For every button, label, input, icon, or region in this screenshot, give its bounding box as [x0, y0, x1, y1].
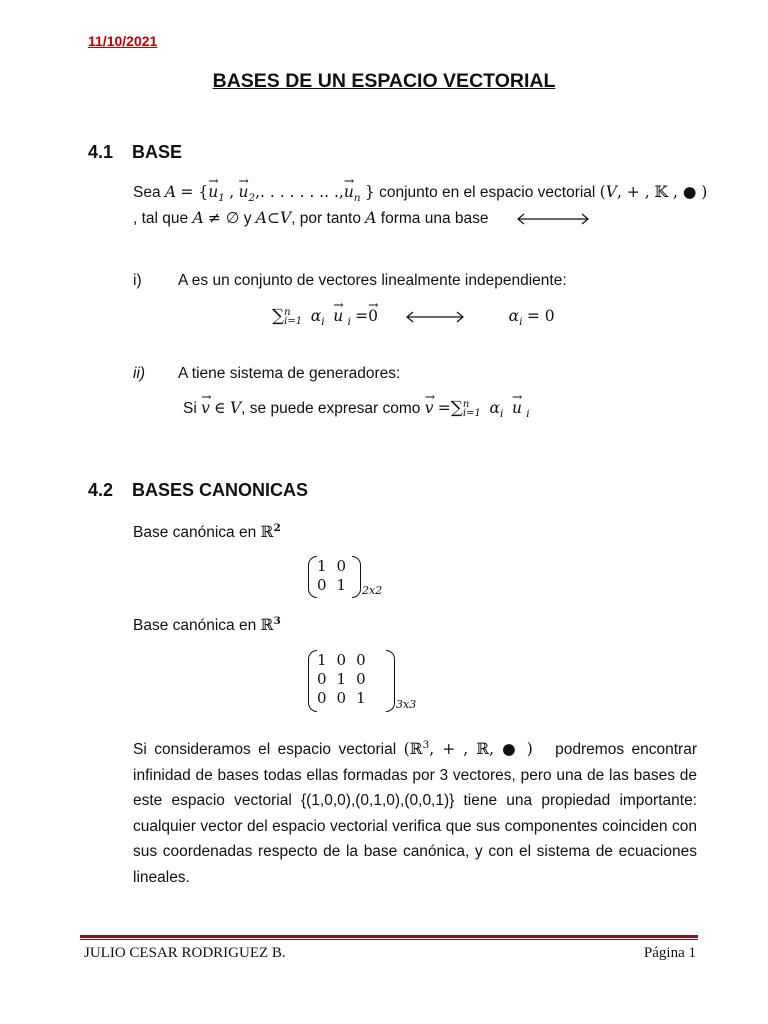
document-title: BASES DE UN ESPACIO VECTORIAL: [212, 70, 556, 92]
footer-rule-thin: [80, 939, 698, 940]
canonical-r2-label: Base canónica en ℝ$^2$: [133, 522, 281, 542]
section-heading-bases-canonicas: [88, 480, 308, 501]
linear-independence-formula: ∑ n i=1 $\alpha_i \to u$ $_i$ =→ 0 $\alpha_i = 0$: [272, 306, 555, 328]
item-ii-text: A tiene sistema de generadores:: [178, 365, 401, 382]
section-number: 4.1: [88, 142, 114, 162]
item-ii-label: ii): [133, 365, 146, 382]
section-title: BASES CANONICAS: [132, 480, 309, 500]
section-heading-base: [88, 142, 182, 163]
footer-rule: [80, 935, 698, 938]
base-definition-line-1: Sea A = {→ $u_1$ , → $u_2$,. . . . . . .. .,→ $u_n$ } conjunto en el espacio vectorial (V, + , 𝕂 , ● ): [133, 183, 707, 204]
generators-formula: Si → v ∈ V, se puede expresar como → v =∑ n i=1 $\alpha_i \to u$ $_i$: [183, 398, 530, 420]
identity-matrix-2x2: 1 0 0 1 2x2: [308, 556, 392, 600]
section-number: 4.2: [88, 480, 114, 500]
item-i-text: A es un conjunto de vectores linealmente independiente:: [178, 272, 567, 289]
double-arrow-icon: [515, 213, 591, 225]
canonical-r3-label: Base canónica en ℝ$^3$: [133, 615, 281, 635]
document-date: 11/10/2021: [88, 33, 158, 49]
footer-page-number: Página 1: [643, 945, 696, 961]
identity-matrix-3x3: 1 0 0 0 1 0 0 0 1 3x3: [308, 650, 418, 714]
canonical-explanation-paragraph: Si consideramos el espacio vectorial (ℝ$^3$, + , ℝ, ● ) podremos encontrar infinidad de bases todas ellas formadas por 3 vectores, pero una de las bases de este espacio vectorial {(1,0,0),(0,1,0),(0,0,1)} tiene una propiedad importante: cualquier vector del espacio vectorial verifica que sus componentes coinciden con sus coordenadas respecto de la base canónica, y con el sistema de ecuaciones lineales.: [133, 739, 697, 886]
base-definition-line-2: , tal que A ≠ ∅ y A⊂V, por tanto A forma una base: [133, 209, 591, 228]
section-title: BASE: [132, 142, 183, 162]
double-arrow-icon: [404, 311, 466, 323]
item-i-label: i): [133, 272, 142, 289]
footer-author: JULIO CESAR RODRIGUEZ B.: [84, 945, 286, 961]
